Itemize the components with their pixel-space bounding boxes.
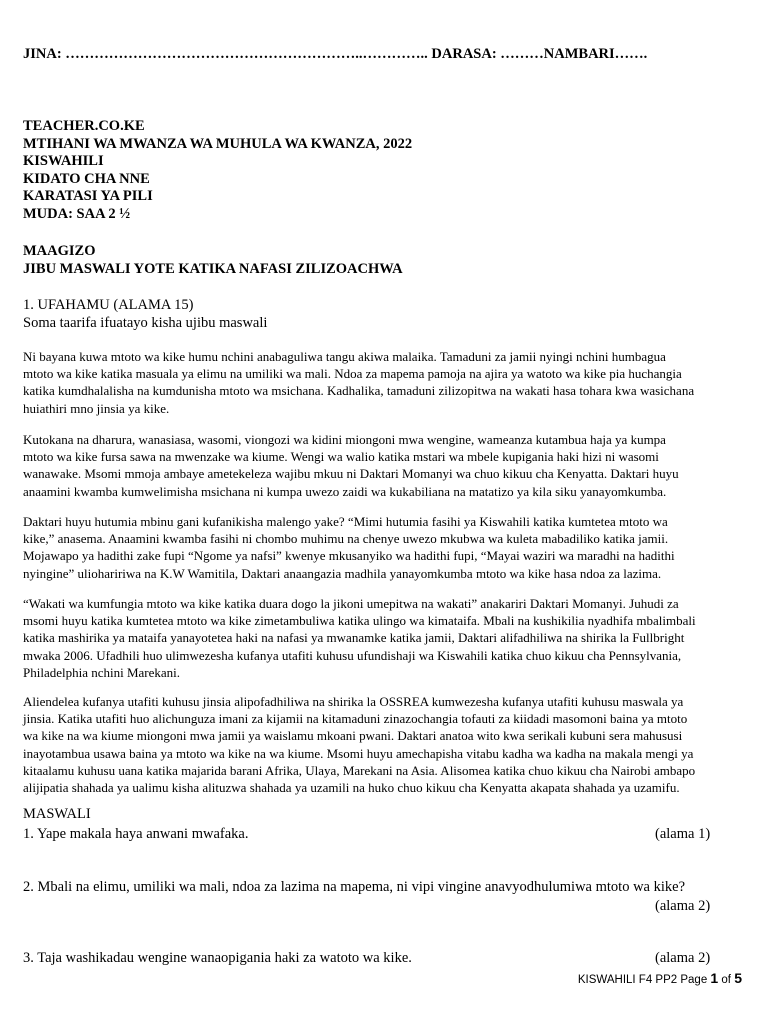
passage-line: Kutokana na dharura, wanasiasa, wasomi, viongozi wa kidini miongoni mwa wengine, wameanza kutambua haja ya kumpa [23, 432, 666, 447]
passage-line: wa kike na wa kiume miongoni mwa jamii ya waislamu mkoani pwani. Daktari anatoa wito kwa serikali kubuni sera mahususi [23, 728, 683, 744]
student-details-line: JINA: ……………………………………………………..………….. DARASA: ………NAMBARI……. [23, 46, 648, 62]
passage-line: alijipatia shahada ya ualimu kisha alituzwa shahada ya uzamili na huko chuo kikuu cha Kenyatta akapata shahada ya uzamifu. [23, 780, 680, 796]
passage-paragraph [23, 693, 748, 796]
passage-line: inayotambua usawa baina ya mtoto wa kike na wa kiume. Msomi huyu amechapisha vitabu kadha wa kadha na makala mengi ya [23, 745, 694, 761]
passage-line: jinsia. Katika utafiti huo alichunguza imani za kijamii na kitamaduni zinazochangia tofauti za kiidadi masomoni baina ya mtoto [23, 711, 688, 727]
section-title: 1. UFAHAMU (ALAMA 15) [23, 297, 194, 313]
passage-line: Ni bayana kuwa mtoto wa kike humu nchini anabaguliwa tangu akiwa malaika. Tamaduni za jamii nyingi nchini humbagua [23, 349, 666, 364]
question-marks: (alama 2) [655, 898, 711, 914]
passage-line: katika mashirika ya mataifa yanayotetea haki na nafasi ya mwanamke katika jamii, Daktari alifadhiliwa na shirika la Fullbright [23, 630, 685, 646]
instructions-text: JIBU MASWALI YOTE KATIKA NAFASI ZILIZOACHWA [23, 260, 403, 277]
passage-line: Daktari huyu hutumia mbinu gani kufanikisha malengo yake? “Mimi hutumia fasihi ya Kiswahili katika kumtetea mtoto wa [23, 514, 668, 529]
paper-number: KARATASI YA PILI [23, 188, 153, 205]
subject: KISWAHILI [23, 153, 104, 170]
passage-paragraph [23, 348, 748, 417]
footer-label: KISWAHILI F4 PP2 Page [577, 974, 711, 986]
passage-paragraph [23, 595, 748, 681]
passage-line: Mojawapo ya hadithi zake fupi “Ngome ya nafsi” kwenye mkusanyiko wa hadithi fupi, “Mayai waziri wa maradhi na hadithi [23, 548, 675, 564]
question-marks: (alama 2) [655, 950, 711, 966]
passage-line: huiathiri mno jinsia ya kike. [23, 400, 170, 416]
question-text: 1. Yape makala haya anwani mwafaka. [23, 826, 249, 842]
school-name: TEACHER.CO.KE [23, 118, 145, 134]
passage-line: mtoto wa kike katika masuala ya elimu na umiliki wa mali. Ndoa za mapema pamoja na ajira ya watoto wa kike pia huchangia [23, 366, 682, 382]
passage-line: “Wakati wa kumfungia mtoto wa kike katika duara dogo la jikoni umepitwa na wakati” anakariri Daktari Momanyi. Juhudi za [23, 596, 679, 611]
exam-title: MTIHANI WA MWANZA WA MUHULA WA KWANZA, 2022 [23, 135, 413, 152]
form-level: KIDATO CHA NNE [23, 170, 150, 187]
passage-line: nyingine” ulioharіriwa na K.W Wamitila, Daktari anaangazia madhila yanayomkumba mtoto wa kike hasa ndoa za lazima. [23, 565, 662, 581]
questions-title: MASWALI [23, 806, 91, 822]
question-text: 2. Mbali na elimu, umiliki wa mali, ndoa za lazima na mapema, ni vipi vingine anavyodhulumiwa mtoto wa kike? [23, 879, 686, 895]
duration: MUDA: SAA 2 ½ [23, 205, 131, 222]
exam-header [23, 118, 412, 224]
page-footer [578, 970, 742, 986]
passage-line: kitaalamu kuhusu uana katika majarida barani Afrika, Ulaya, Marekani na Asia. Alisomea katika chuo kikuu cha Nairobi ambapo [23, 762, 696, 778]
passage-line: mwaka 2006. Ufadhili huo ulimwezesha kufanya utafiti kuhusu ufundishaji wa Kiswahili katika chuo kikuu cha Pennsylvania, [23, 647, 682, 663]
passage-line: wanawake. Msomi mmoja ambaye ametekeleza wajibu mkuu ni Daktari Momanyi wa chuo kikuu cha Kenyatta. Daktari huyu [23, 466, 679, 482]
page-number: 1 [710, 970, 719, 986]
passage-paragraph [23, 431, 748, 500]
passage-line: Aliendelea kufanya utafiti kuhusu jinsia alipofadhiliwa na shirika la OSSREA kumwezesha kufanya utafiti kuhusu maswala ya [23, 694, 684, 709]
page-total: 5 [734, 970, 742, 986]
footer-of: of [718, 974, 735, 986]
section-heading [23, 296, 267, 332]
instructions-title: MAAGIZO [23, 243, 96, 259]
section-subtitle: Soma taarifa ifuatayo kisha ujibu maswali [23, 315, 268, 331]
passage-line: Philadelphia nchini Marekani. [23, 664, 181, 680]
instructions [23, 243, 403, 278]
passage-line: mtoto wa kike fursa sawa na mwenzake wa kiume. Wengi wa walio katika mstari wa mbele kupigania haki hizi ni wasomi [23, 449, 659, 465]
passage-line: katika kumdhalalisha na kumdunisha mtoto wa msichana. Kadhalika, tamaduni zilizopitwa na wakati hasa tohara kwa wasichana [23, 383, 695, 399]
passage-line: msomi huyu katika kumtetea mtoto wa kike zimetambuliwa katika ulingo wa kimataifa. Mbali na kushikilia nyadhifa mbalimbali [23, 613, 696, 629]
passage-paragraph [23, 513, 748, 582]
question-marks: (alama 1) [655, 826, 711, 842]
passage-line: anaamini kwamba kumwelimisha msichana ni kumpa uwezo zaidi wa kukabiliana na matatizo ya kila siku yanayomkumba. [23, 483, 667, 499]
passage-line: kike,” anasema. Anaamini kwamba fasihi ni chombo muhimu na chenye uwezo mkubwa wa kuleta mabadiliko katika jamii. [23, 531, 669, 547]
question-text: 3. Taja washikadau wengine wanaopigania haki za watoto wa kike. [23, 950, 412, 966]
